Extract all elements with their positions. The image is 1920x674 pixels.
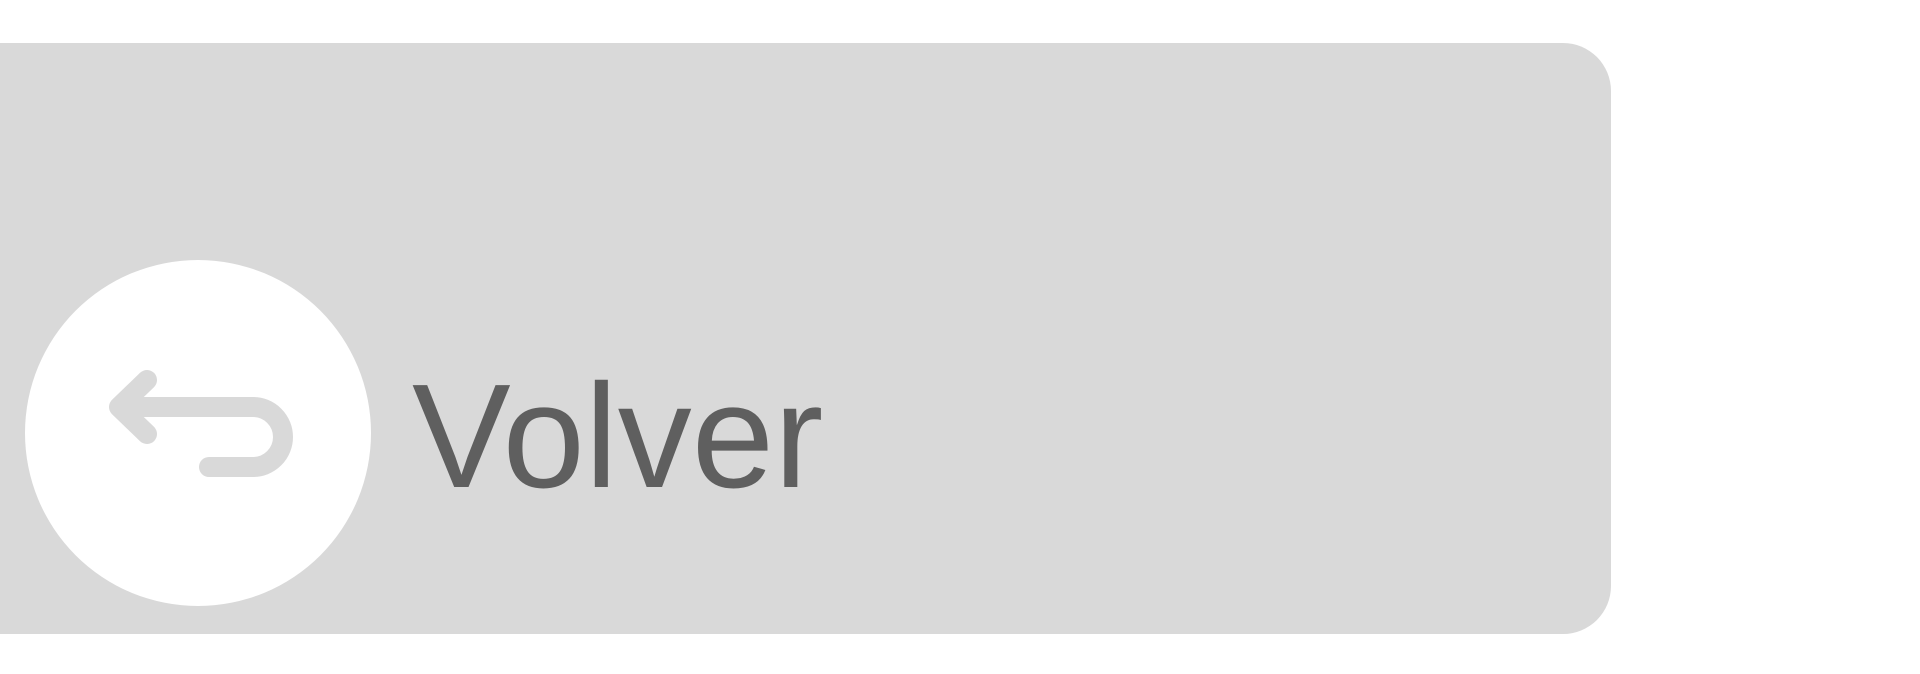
back-button-label: Volver (412, 354, 824, 519)
undo-arrow-icon (25, 260, 371, 606)
back-icon-badge (25, 260, 371, 606)
back-button[interactable] (0, 43, 1611, 634)
